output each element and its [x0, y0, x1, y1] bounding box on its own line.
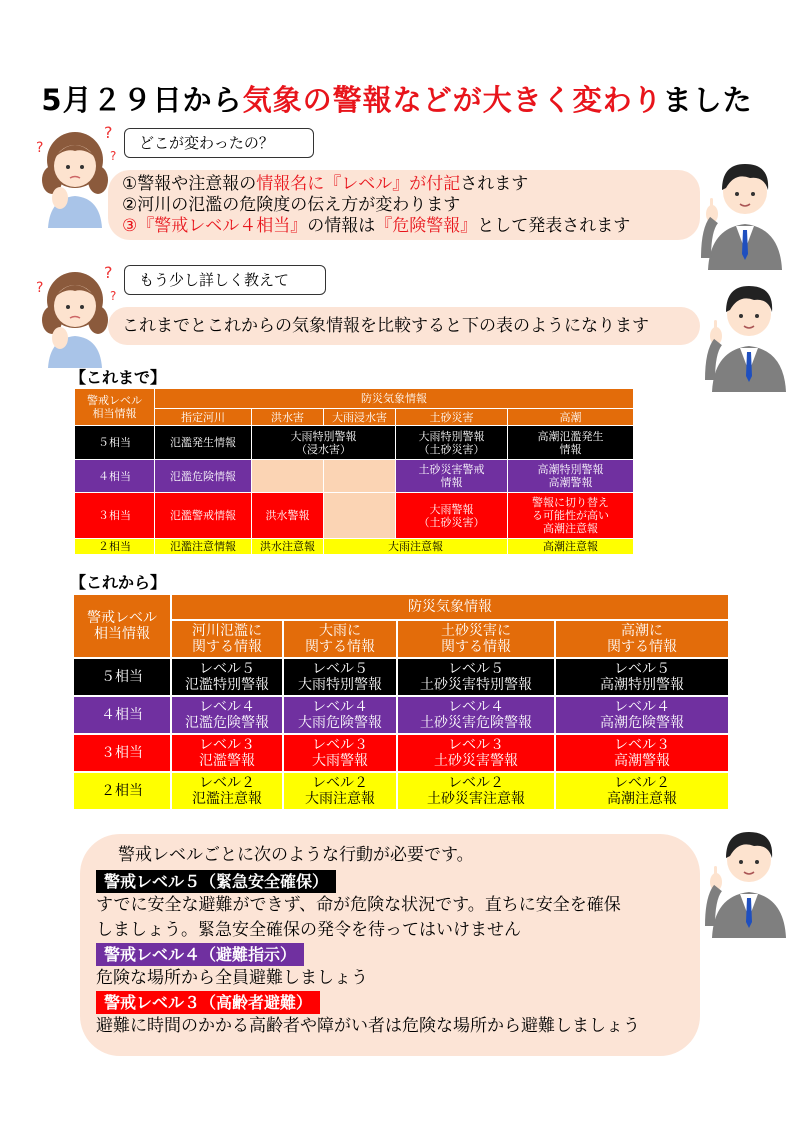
table-row [73, 772, 729, 810]
man-pointing-icon-3 [704, 818, 794, 940]
cell: レベル５ 土砂災害特別警報 [397, 658, 555, 696]
empty-cell [324, 493, 396, 539]
level-cell: ５相当 [73, 658, 171, 696]
after-col-header: 大雨に 関する情報 [283, 620, 397, 658]
before-col-header: 指定河川 [155, 409, 252, 426]
table-row [75, 539, 634, 555]
cell: 高潮注意報 [508, 539, 634, 555]
after-table [72, 593, 730, 811]
level5-label: 警戒レベル５（緊急安全確保） [96, 870, 336, 893]
title-highlight: 気象の警報などが大きく変わり [242, 83, 663, 117]
before-table [74, 388, 634, 555]
cell: 大雨警報 （土砂災害） [396, 493, 508, 539]
level-cell: ４相当 [73, 696, 171, 734]
before-heading: 【これまで】 [70, 368, 167, 387]
cell: レベル３ 大雨警報 [283, 734, 397, 772]
before-col-header: 洪水害 [252, 409, 324, 426]
level3-text: 避難に時間のかかる高齢者や障がい者は危険な場所から避難しましょう [96, 1016, 640, 1036]
question-bubble-2: もう少し詳しく教えて [124, 265, 326, 295]
explain-text: これまでとこれからの気象情報を比較すると下の表のようになります [122, 316, 649, 336]
cell: 氾濫発生情報 [155, 426, 252, 460]
cell: レベル５ 高潮特別警報 [555, 658, 729, 696]
empty-cell [324, 460, 396, 493]
table-row [75, 460, 634, 493]
cell: 氾濫危険情報 [155, 460, 252, 493]
cell: 洪水警報 [252, 493, 324, 539]
cell: レベル３ 氾濫警報 [171, 734, 283, 772]
before-col-header: 土砂災害 [396, 409, 508, 426]
before-col-header: 高潮 [508, 409, 634, 426]
table-row [73, 734, 729, 772]
cell: レベル２ 氾濫注意報 [171, 772, 283, 810]
level-cell: ２相当 [73, 772, 171, 810]
cell: 警報に切り替え る可能性が高い 高潮注意報 [508, 493, 634, 539]
table-row [73, 658, 729, 696]
after-group: 防災気象情報 [171, 594, 729, 620]
before-corner: 警戒レベル 相当情報 [75, 389, 155, 426]
level-cell: ２相当 [75, 539, 155, 555]
cell: 高潮氾濫発生 情報 [508, 426, 634, 460]
cell: レベル５ 氾濫特別警報 [171, 658, 283, 696]
level-cell: ５相当 [75, 426, 155, 460]
cell: レベル３ 高潮警報 [555, 734, 729, 772]
before-group: 防災気象情報 [155, 389, 634, 409]
level-cell: ４相当 [75, 460, 155, 493]
cell: 洪水注意報 [252, 539, 324, 555]
level-cell: ３相当 [75, 493, 155, 539]
cell: レベル４ 高潮危険警報 [555, 696, 729, 734]
level3-label: 警戒レベル３（高齢者避難） [96, 991, 320, 1014]
level4-text: 危険な場所から全員避難しましょう [96, 968, 368, 988]
table-row [75, 426, 634, 460]
cell: 氾濫注意情報 [155, 539, 252, 555]
cell: レベル２ 土砂災害注意報 [397, 772, 555, 810]
before-col-header: 大雨浸水害 [324, 409, 396, 426]
cell: レベル４ 大雨危険警報 [283, 696, 397, 734]
after-col-header: 河川氾濫に 関する情報 [171, 620, 283, 658]
level5-text-1: すでに安全な避難ができず、命が危険な状況です。直ちに安全を確保 [96, 895, 621, 915]
after-corner: 警戒レベル 相当情報 [73, 594, 171, 658]
man-pointing-icon-2 [704, 272, 794, 394]
cell: 大雨特別警報 （土砂災害） [396, 426, 508, 460]
after-col-header: 高潮に 関する情報 [555, 620, 729, 658]
title-end: ました [662, 83, 753, 117]
cell: レベル４ 氾濫危険警報 [171, 696, 283, 734]
level-cell: ３相当 [73, 734, 171, 772]
after-col-header: 土砂災害に 関する情報 [397, 620, 555, 658]
cell: 高潮特別警報 高潮警報 [508, 460, 634, 493]
cell: 大雨注意報 [324, 539, 508, 555]
cell: レベル２ 高潮注意報 [555, 772, 729, 810]
level5-text-2: しましょう。緊急安全確保の発令を待ってはいけません [96, 920, 521, 940]
page-title [0, 78, 794, 119]
cell: 大雨特別警報 （浸水害） [252, 426, 396, 460]
cell: レベル２ 大雨注意報 [283, 772, 397, 810]
cell: レベル４ 土砂災害危険警報 [397, 696, 555, 734]
empty-cell [252, 460, 324, 493]
actions-content [96, 843, 696, 1039]
question-bubble-1: どこが変わったの？ [124, 128, 314, 158]
cell: 氾濫警戒情報 [155, 493, 252, 539]
level4-label: 警戒レベル４（避難指示） [96, 943, 304, 966]
table-row [73, 696, 729, 734]
man-pointing-icon [700, 150, 790, 272]
cell: 土砂災害警戒 情報 [396, 460, 508, 493]
cell: レベル３ 土砂災害警報 [397, 734, 555, 772]
actions-intro: 警戒レベルごとに次のような行動が必要です。 [118, 845, 474, 865]
title-date: 5月２９日から [41, 83, 243, 117]
table-row [75, 493, 634, 539]
after-heading: 【これから】 [70, 573, 167, 592]
answer-list: ①警報や注意報の情報名に『レベル』が付記されます ②河川の氾濫の危険度の伝え方が変わります ③『警戒レベル４相当』の情報は『危険警報』として発表されます [122, 174, 631, 236]
cell: レベル５ 大雨特別警報 [283, 658, 397, 696]
